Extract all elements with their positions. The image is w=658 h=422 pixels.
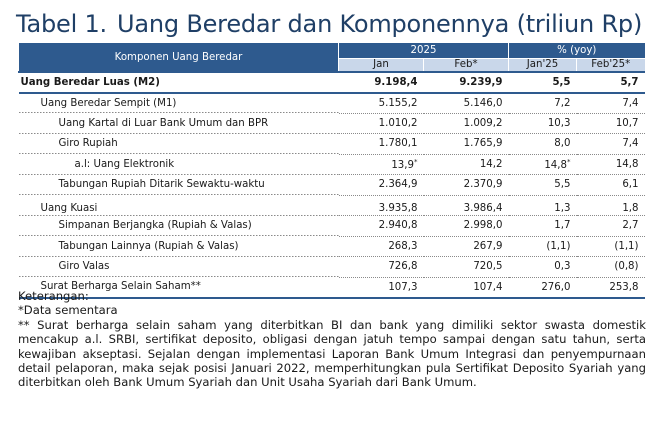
cell-value: 253,8 bbox=[577, 277, 645, 298]
row-label: a.l: Uang Elektronik bbox=[19, 154, 339, 175]
cell-value: 7,4 bbox=[577, 134, 645, 155]
cell-value: 1,8 bbox=[577, 195, 645, 216]
header-jan: Jan bbox=[339, 58, 424, 72]
table-number: Tabel 1. bbox=[16, 10, 107, 38]
cell-value: 10,7 bbox=[577, 113, 645, 134]
cell-value: 726,8 bbox=[339, 257, 424, 278]
row-label: Uang Kartal di Luar Bank Umum dan BPR bbox=[19, 113, 339, 134]
table-row bbox=[19, 216, 645, 237]
cell-value: 276,0 bbox=[509, 277, 577, 298]
row-label: Giro Rupiah bbox=[19, 134, 339, 155]
cell-value: 5,5 bbox=[509, 175, 577, 196]
cell-value: 10,3 bbox=[509, 113, 577, 134]
table-row bbox=[19, 154, 645, 175]
table-row bbox=[19, 236, 645, 257]
cell-value: 7,4 bbox=[577, 93, 645, 114]
header-feb-yoy: Feb'25* bbox=[577, 58, 645, 72]
cell-value: 2.370,9 bbox=[424, 175, 509, 196]
table-row bbox=[19, 134, 645, 155]
cell-value: 1,7 bbox=[509, 216, 577, 237]
header-jan-yoy: Jan'25 bbox=[509, 58, 577, 72]
cell-value: 6,1 bbox=[577, 175, 645, 196]
cell-value: 13,9* bbox=[339, 154, 424, 175]
provisional-mark: * bbox=[567, 157, 571, 166]
cell-value: 1.009,2 bbox=[424, 113, 509, 134]
cell-value: 267,9 bbox=[424, 236, 509, 257]
row-label: Simpanan Berjangka (Rupiah & Valas) bbox=[19, 216, 339, 237]
cell-value: 9.198,4 bbox=[339, 72, 424, 93]
cell-value: 5.146,0 bbox=[424, 93, 509, 114]
note-provisional: *Data sementara bbox=[18, 303, 118, 318]
cell-value: 2.940,8 bbox=[339, 216, 424, 237]
cell-value: 7,2 bbox=[509, 93, 577, 114]
cell-value: 2.998,0 bbox=[424, 216, 509, 237]
cell-value: 268,3 bbox=[339, 236, 424, 257]
table-row bbox=[19, 72, 645, 93]
table-row bbox=[19, 175, 645, 196]
header-yoy: % (yoy) bbox=[509, 43, 645, 58]
cell-value: 1.780,1 bbox=[339, 134, 424, 155]
cell-value: 14,8 bbox=[577, 154, 645, 175]
cell-value: 3.935,8 bbox=[339, 195, 424, 216]
cell-value: 2.364,9 bbox=[339, 175, 424, 196]
row-label: Tabungan Lainnya (Rupiah & Valas) bbox=[19, 236, 339, 257]
notes-heading: Keterangan: bbox=[18, 289, 89, 303]
cell-value: (1,1) bbox=[509, 236, 577, 257]
cell-value: 9.239,9 bbox=[424, 72, 509, 93]
header-year: 2025 bbox=[339, 43, 509, 58]
cell-value: 5.155,2 bbox=[339, 93, 424, 114]
cell-value: 0,3 bbox=[509, 257, 577, 278]
cell-value: 1.765,9 bbox=[424, 134, 509, 155]
cell-value: 107,4 bbox=[424, 277, 509, 298]
money-supply-table bbox=[18, 43, 645, 299]
provisional-mark: * bbox=[414, 157, 418, 166]
row-label: Uang Beredar Sempit (M1) bbox=[19, 93, 339, 114]
table-caption: Uang Beredar dan Komponennya (triliun Rp) bbox=[117, 10, 643, 38]
row-label: Tabungan Rupiah Ditarik Sewaktu-waktu bbox=[19, 175, 339, 196]
cell-value: 107,3 bbox=[339, 277, 424, 298]
cell-value: 1,3 bbox=[509, 195, 577, 216]
table-notes bbox=[18, 289, 646, 390]
table-row bbox=[19, 93, 645, 114]
cell-value: 720,5 bbox=[424, 257, 509, 278]
cell-value: 8,0 bbox=[509, 134, 577, 155]
cell-value: 2,7 bbox=[577, 216, 645, 237]
header-component: Komponen Uang Beredar bbox=[19, 43, 339, 72]
cell-value: 3.986,4 bbox=[424, 195, 509, 216]
cell-value: 5,7 bbox=[577, 72, 645, 93]
cell-value: 14,2 bbox=[424, 154, 509, 175]
row-label: Surat Berharga Selain Saham** bbox=[19, 277, 339, 298]
table-row bbox=[19, 113, 645, 134]
cell-value: 14,8* bbox=[509, 154, 577, 175]
table-row bbox=[19, 257, 645, 278]
cell-value: 1.010,2 bbox=[339, 113, 424, 134]
row-label: Uang Beredar Luas (M2) bbox=[19, 72, 339, 93]
note-securities: ** Surat berharga selain saham yang diterbitkan BI dan bank yang dimiliki sektor swasta domestik mencakup a.l. SRBI, sertifikat deposito, obligasi dengan jatuh tempo sampai dengan satu tahun, serta kewajiban akseptasi. Sejalan dengan implementasi Laporan Bank Umum Integrasi dan penyempurnaan detail pelaporan, maka sejak posisi Januari 2022, memperhitungkan pula Sertifikat Deposito Syariah yang diterbitkan oleh Bank Umum Syariah dan Unit Usaha Syariah dari Bank Umum. bbox=[18, 317, 646, 390]
header-feb: Feb* bbox=[424, 58, 509, 72]
cell-value: 5,5 bbox=[509, 72, 577, 93]
cell-value: (1,1) bbox=[577, 236, 645, 257]
table-title bbox=[16, 10, 642, 38]
row-label: Uang Kuasi bbox=[19, 195, 339, 216]
cell-value: (0,8) bbox=[577, 257, 645, 278]
row-label: Giro Valas bbox=[19, 257, 339, 278]
table-row bbox=[19, 195, 645, 216]
